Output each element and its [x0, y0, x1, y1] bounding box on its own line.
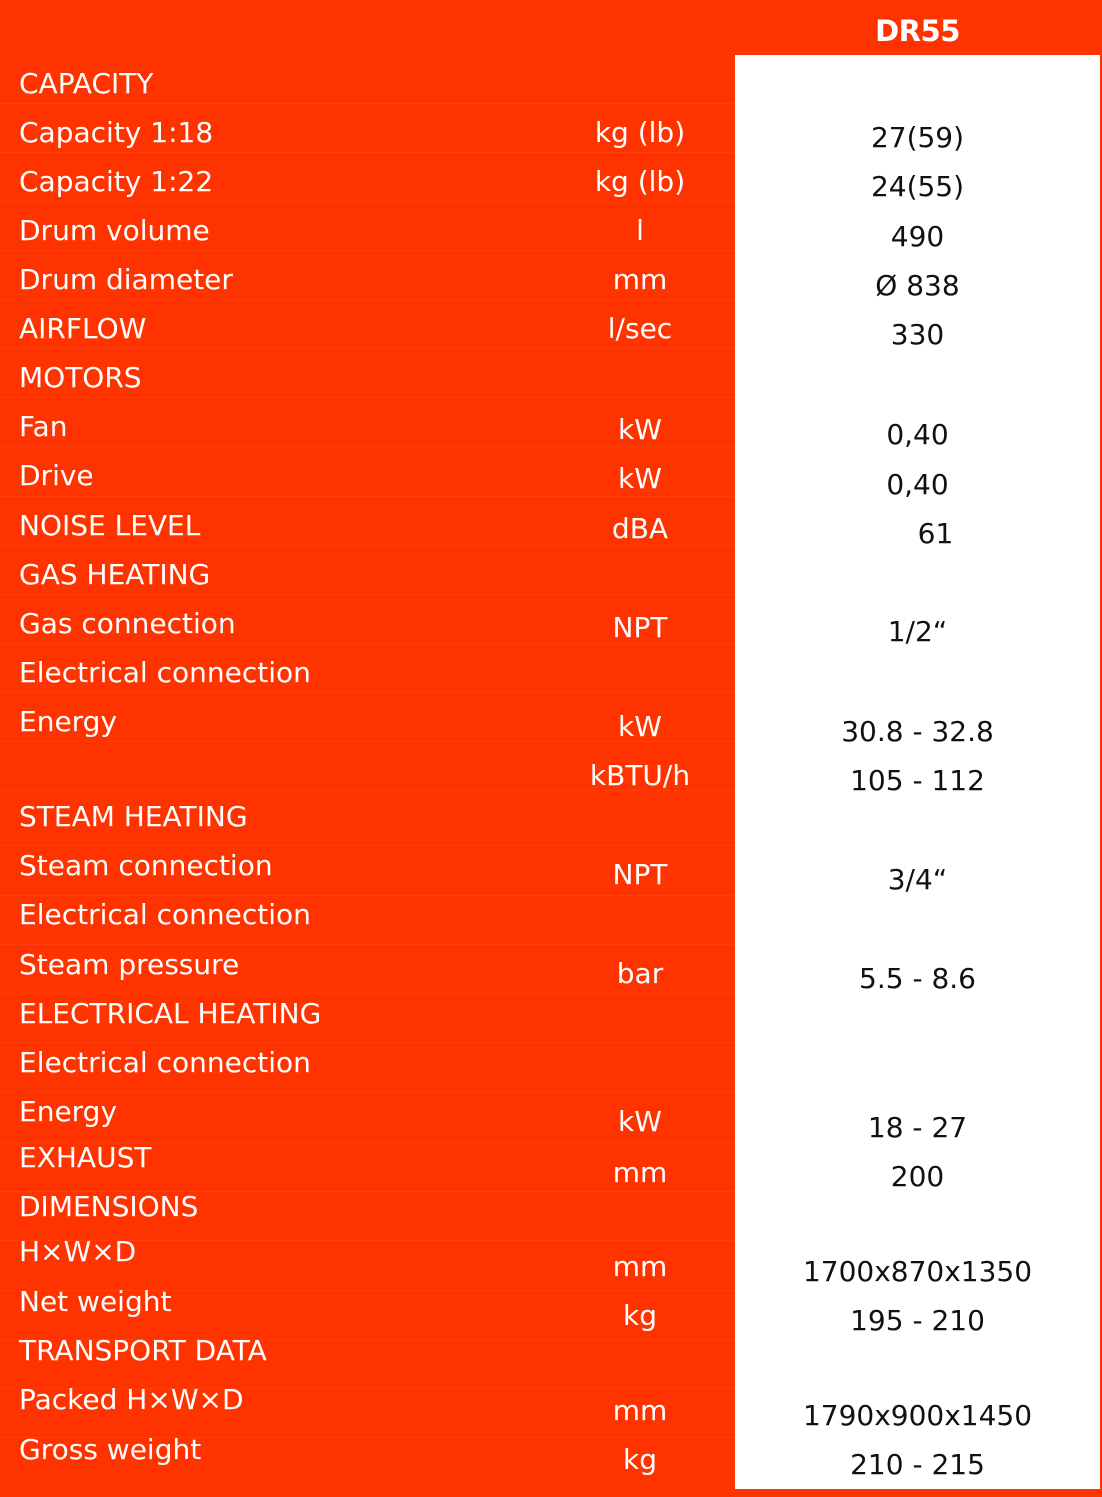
spec-unit: mm	[612, 1250, 668, 1283]
spec-label: Net weight	[19, 1285, 172, 1318]
spec-label: EXHAUST	[19, 1141, 152, 1174]
spec-label: TRANSPORT DATA	[19, 1334, 267, 1367]
spec-value: 210 - 215	[850, 1448, 985, 1481]
spec-label: Drum volume	[19, 214, 210, 247]
spec-value: 18 - 27	[867, 1111, 968, 1144]
spec-label: Electrical connection	[19, 898, 311, 931]
row-separator	[0, 348, 735, 349]
spec-value: 1700x870x1350	[802, 1255, 1033, 1288]
spec-unit: mm	[612, 263, 668, 296]
spec-label: Energy	[19, 705, 118, 738]
row-separator	[0, 1042, 735, 1043]
spec-label: Capacity 1:22	[19, 165, 214, 198]
spec-unit: kBTU/h	[589, 759, 691, 792]
row-separator	[0, 895, 735, 896]
row-separator	[0, 152, 735, 153]
spec-value: Ø 838	[875, 269, 960, 302]
spec-label: Electrical connection	[19, 1046, 311, 1079]
row-separator	[0, 496, 735, 497]
spec-value: 5.5 - 8.6	[859, 962, 976, 995]
row-separator	[0, 397, 735, 398]
row-separator	[0, 250, 735, 251]
row-separator	[0, 446, 735, 447]
spec-label: Steam pressure	[19, 948, 240, 981]
spec-unit: bar	[616, 957, 664, 990]
spec-label: Drive	[19, 459, 94, 492]
spec-unit: kW	[618, 710, 662, 743]
spec-label: H×W×D	[19, 1235, 137, 1268]
spec-value: 200	[890, 1160, 945, 1193]
spec-label: Gross weight	[19, 1433, 202, 1466]
spec-label: Gas connection	[19, 607, 236, 640]
row-separator	[0, 103, 735, 104]
spec-value: 27(59)	[870, 121, 965, 154]
spec-value: 1/2“	[887, 615, 948, 648]
spec-label: Fan	[19, 410, 68, 443]
spec-unit: NPT	[612, 858, 668, 891]
row-separator	[0, 201, 735, 202]
spec-label: Steam connection	[19, 849, 273, 882]
spec-value: 61	[917, 517, 954, 550]
spec-label: GAS HEATING	[19, 558, 211, 591]
spec-label: STEAM HEATING	[19, 800, 248, 833]
row-separator	[0, 545, 735, 546]
spec-value: 0,40	[886, 468, 949, 501]
spec-value: 105 - 112	[850, 764, 985, 797]
row-separator	[0, 692, 735, 693]
spec-unit: kg	[623, 1299, 657, 1332]
spec-unit: l	[636, 214, 644, 247]
row-separator	[0, 594, 735, 595]
spec-unit: mm	[612, 1394, 668, 1427]
spec-label: ELECTRICAL HEATING	[19, 997, 322, 1030]
spec-label: Drum diameter	[19, 263, 233, 296]
spec-value: 330	[890, 318, 945, 351]
row-separator	[0, 299, 735, 300]
row-separator	[0, 1091, 735, 1092]
spec-unit: kg (lb)	[594, 116, 686, 149]
spec-value: 195 - 210	[850, 1304, 985, 1337]
spec-value: 24(55)	[870, 170, 965, 203]
spec-value: 30.8 - 32.8	[841, 715, 994, 748]
spec-unit: NPT	[612, 611, 668, 644]
spec-unit: l/sec	[607, 312, 673, 345]
spec-unit: kW	[618, 1105, 662, 1138]
model-header: DR55	[875, 14, 960, 48]
spec-label: Capacity 1:18	[19, 116, 214, 149]
spec-value: 0,40	[886, 418, 949, 451]
spec-label: Packed H×W×D	[19, 1383, 244, 1416]
spec-unit: kg	[623, 1443, 657, 1476]
spec-label: DIMENSIONS	[19, 1190, 199, 1223]
spec-value: 3/4“	[887, 863, 948, 896]
row-separator	[0, 993, 735, 994]
spec-label: NOISE LEVEL	[19, 509, 201, 542]
spec-label: Energy	[19, 1095, 118, 1128]
spec-unit: kW	[618, 462, 662, 495]
spec-value: 490	[890, 220, 945, 253]
row-separator	[0, 944, 735, 945]
spec-unit: dBA	[611, 512, 669, 545]
spec-label: AIRFLOW	[19, 312, 147, 345]
spec-label: MOTORS	[19, 361, 142, 394]
spec-value: 1790x900x1450	[802, 1399, 1033, 1432]
spec-unit: kW	[618, 413, 662, 446]
spec-label: Electrical connection	[19, 656, 311, 689]
spec-unit: kg (lb)	[594, 165, 686, 198]
spec-unit: mm	[612, 1156, 668, 1189]
spec-label: CAPACITY	[19, 67, 154, 100]
row-separator	[0, 845, 735, 846]
